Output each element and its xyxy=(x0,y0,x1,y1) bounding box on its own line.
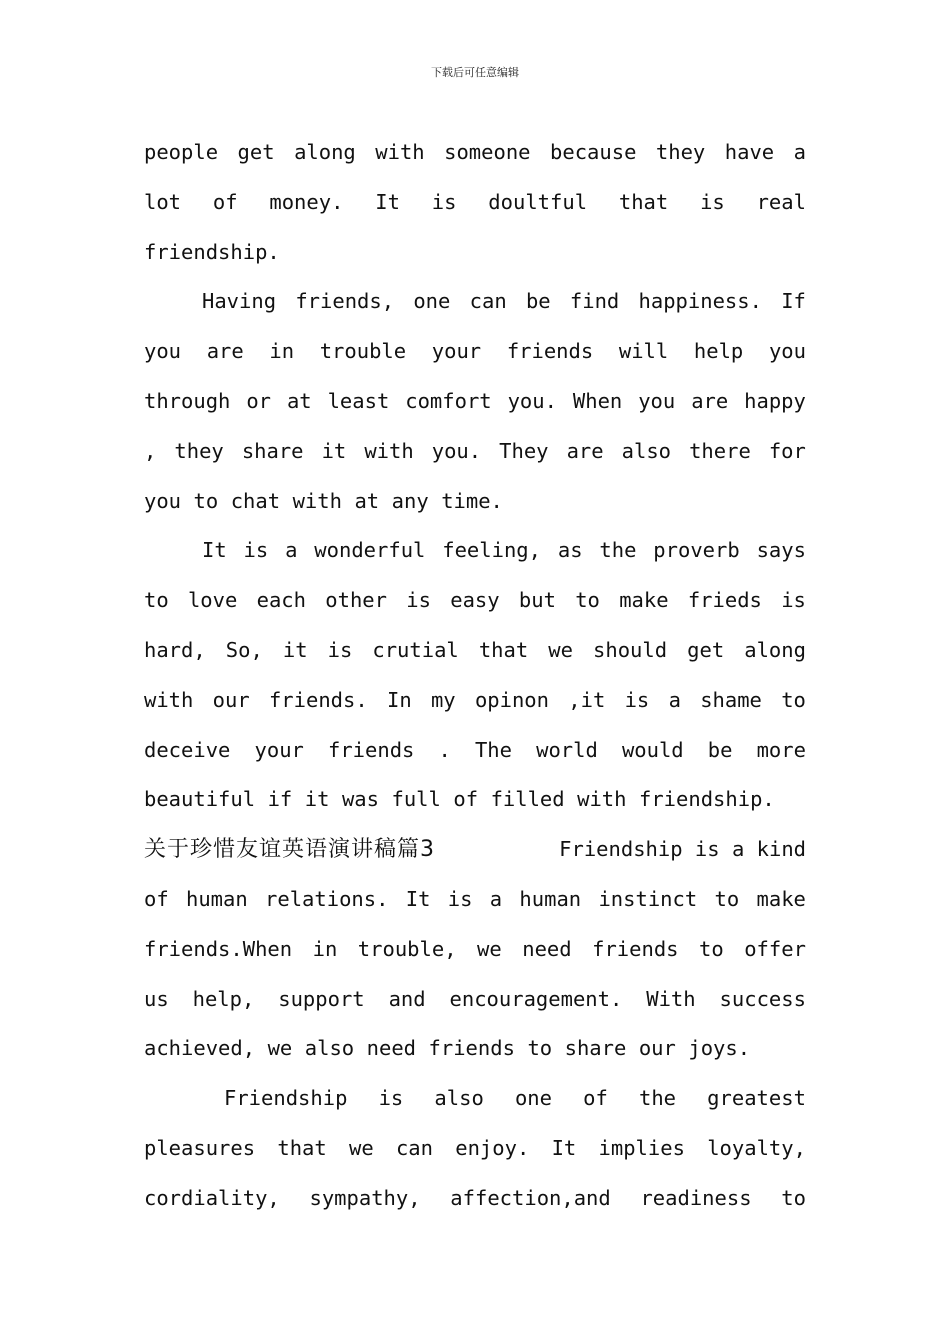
text-line xyxy=(144,1024,806,1074)
text-line xyxy=(144,626,806,676)
word: , xyxy=(144,438,157,463)
word: proverb xyxy=(653,538,740,563)
word: you. xyxy=(507,388,557,413)
word: It xyxy=(551,1135,577,1160)
word: to xyxy=(527,1036,553,1061)
word: need xyxy=(522,936,572,961)
word: we xyxy=(477,936,502,961)
word: easy xyxy=(450,588,500,613)
word: with xyxy=(364,438,414,463)
word: It xyxy=(375,189,400,214)
word: doultful xyxy=(488,189,588,214)
word: are xyxy=(566,438,604,463)
word: was xyxy=(341,787,379,812)
word: your xyxy=(431,339,482,364)
word: if xyxy=(267,787,293,812)
word: implies xyxy=(598,1135,685,1160)
section-heading-continuation: Friendship is a kind xyxy=(559,837,806,862)
word: to xyxy=(699,936,724,961)
text-line xyxy=(144,477,806,527)
word: will xyxy=(618,339,669,364)
word: can xyxy=(469,289,507,314)
text-line xyxy=(144,726,806,776)
word: as xyxy=(557,538,583,563)
word: love xyxy=(187,588,238,613)
word: be xyxy=(707,737,733,762)
word: In xyxy=(387,687,412,712)
text-line xyxy=(144,975,806,1025)
word: also xyxy=(304,1036,355,1061)
word: any xyxy=(391,488,429,513)
word: each xyxy=(256,588,306,613)
word: human xyxy=(519,886,582,911)
word: it xyxy=(321,438,347,463)
text-line xyxy=(144,377,806,427)
word: it xyxy=(304,787,330,812)
word: help, xyxy=(192,986,255,1011)
word: of xyxy=(212,189,238,214)
word: it xyxy=(282,637,308,662)
word: is xyxy=(327,637,353,662)
word: other xyxy=(325,588,387,613)
word: opinon xyxy=(474,687,549,712)
word: for xyxy=(768,438,806,463)
word: Friendship xyxy=(224,1086,348,1111)
word: With xyxy=(646,986,696,1011)
word: is xyxy=(624,687,650,712)
word: enjoy. xyxy=(455,1135,530,1160)
word: happy xyxy=(744,388,806,413)
word: in xyxy=(269,339,295,364)
word: wonderful xyxy=(314,538,426,563)
text-line xyxy=(144,228,806,278)
word: to xyxy=(193,488,219,513)
word: . xyxy=(438,737,451,762)
word: you xyxy=(638,388,676,413)
section-heading: 关于珍惜友谊英语演讲稿篇3 xyxy=(144,837,435,863)
text-line xyxy=(144,526,806,576)
word: filled xyxy=(490,787,565,812)
word: one xyxy=(413,289,451,314)
word: you. xyxy=(431,438,482,463)
word: with xyxy=(292,488,342,513)
word: achieved, xyxy=(144,1036,256,1061)
section-heading-line xyxy=(144,825,806,875)
word: a xyxy=(285,538,298,563)
word: friends xyxy=(506,339,594,364)
word: pleasures xyxy=(144,1135,256,1160)
word: the xyxy=(638,1086,677,1111)
word: of xyxy=(583,1086,608,1111)
word: there xyxy=(689,438,751,463)
word: friends, xyxy=(295,289,395,314)
word: real xyxy=(756,189,806,214)
word: Having xyxy=(202,289,277,314)
word: If xyxy=(781,289,806,314)
word: more xyxy=(756,737,806,762)
word: chat xyxy=(230,488,281,513)
word: help xyxy=(693,339,744,364)
text-line xyxy=(144,128,806,178)
word: that xyxy=(277,1135,327,1160)
text-line xyxy=(144,875,806,925)
word: deceive xyxy=(144,737,231,762)
word: affection,and xyxy=(450,1185,611,1210)
page-header: 下载后可任意编辑 xyxy=(431,66,519,79)
word: ,it xyxy=(568,687,606,712)
text-line xyxy=(144,427,806,477)
word: your xyxy=(254,737,304,762)
word: So, xyxy=(225,637,263,662)
word: human xyxy=(186,886,248,911)
word: instinct xyxy=(598,886,698,911)
word: also xyxy=(621,438,672,463)
word: along xyxy=(294,140,356,164)
word: friendship. xyxy=(639,787,775,812)
word: people xyxy=(144,140,219,164)
word: a xyxy=(489,886,503,911)
word: They xyxy=(499,438,549,463)
word: or xyxy=(246,388,272,413)
word: we xyxy=(267,1036,293,1061)
word: that xyxy=(618,189,669,214)
word: you xyxy=(144,339,182,364)
word: It xyxy=(202,538,227,563)
word: with xyxy=(375,140,425,164)
word: greatest xyxy=(707,1086,806,1111)
word: joys. xyxy=(688,1036,751,1061)
word: is xyxy=(781,588,806,613)
word: to xyxy=(781,1185,806,1210)
word: get xyxy=(237,140,275,164)
word: success xyxy=(719,986,806,1011)
word: they xyxy=(655,140,706,164)
text-line xyxy=(144,676,806,726)
word: encouragement. xyxy=(449,986,623,1011)
word: support xyxy=(278,986,365,1011)
word: friendship. xyxy=(144,239,280,264)
word: least xyxy=(327,388,390,413)
text-line xyxy=(144,576,806,626)
word: to xyxy=(781,687,806,712)
word: a xyxy=(793,140,806,164)
word: with xyxy=(577,787,627,812)
text-line xyxy=(144,277,806,327)
word: cordiality, xyxy=(144,1185,280,1210)
word: readiness xyxy=(640,1185,752,1210)
word: get xyxy=(687,637,725,662)
word: says xyxy=(756,538,806,563)
word: world xyxy=(536,737,598,762)
word: hard, xyxy=(144,637,206,662)
word: but xyxy=(518,588,556,613)
word: friends.When xyxy=(144,936,293,961)
word: comfort xyxy=(405,388,492,413)
word: because xyxy=(550,140,637,164)
word: of xyxy=(453,787,479,812)
word: we xyxy=(548,637,573,662)
word: that xyxy=(478,637,529,662)
word: you xyxy=(144,488,182,513)
word: the xyxy=(599,538,637,563)
word: to xyxy=(575,588,600,613)
word: also xyxy=(434,1086,484,1111)
word: crutial xyxy=(372,637,459,662)
word: be xyxy=(525,289,551,314)
word: we xyxy=(349,1135,374,1160)
word: is xyxy=(243,538,269,563)
word: are xyxy=(691,388,729,413)
word: friends. xyxy=(268,687,368,712)
word: share xyxy=(564,1036,627,1061)
word: happiness. xyxy=(638,289,762,314)
word: in xyxy=(312,936,338,961)
text-line xyxy=(144,1174,806,1224)
word: relations. xyxy=(265,886,389,911)
word: trouble, xyxy=(357,936,457,961)
word: make xyxy=(619,588,669,613)
word: time. xyxy=(441,488,503,513)
word: money. xyxy=(269,189,344,214)
word: offer xyxy=(744,936,806,961)
text-line xyxy=(144,775,806,825)
word: our xyxy=(212,687,250,712)
word: is xyxy=(406,588,431,613)
word: one xyxy=(514,1086,552,1111)
word: they xyxy=(174,438,224,463)
word: of xyxy=(144,886,169,911)
word: to xyxy=(714,886,740,911)
word: It xyxy=(405,886,431,911)
word: and xyxy=(388,986,426,1011)
word: When xyxy=(572,388,623,413)
word: lot xyxy=(144,189,182,214)
word: The xyxy=(474,737,512,762)
word: sympathy, xyxy=(309,1185,421,1210)
word: beautiful xyxy=(144,787,256,812)
word: find xyxy=(569,289,620,314)
word: is xyxy=(700,189,725,214)
word: friends xyxy=(428,1036,515,1061)
word: friends xyxy=(592,936,679,961)
word: along xyxy=(744,637,806,662)
word: a xyxy=(668,687,681,712)
text-line xyxy=(144,1074,806,1124)
document-body xyxy=(144,128,806,1224)
word: friends xyxy=(328,737,415,762)
word: share xyxy=(241,438,304,463)
text-line xyxy=(144,925,806,975)
word: at xyxy=(354,488,380,513)
word: full xyxy=(391,787,441,812)
word: shame xyxy=(700,687,762,712)
word: our xyxy=(638,1036,676,1061)
word: frieds xyxy=(687,588,762,613)
word: is xyxy=(431,189,457,214)
word: you xyxy=(768,339,806,364)
word: is xyxy=(378,1086,404,1111)
text-line xyxy=(144,327,806,377)
word: loyalty, xyxy=(707,1135,806,1160)
word: are xyxy=(206,339,244,364)
word: trouble xyxy=(319,339,407,364)
word: my xyxy=(430,687,456,712)
word: at xyxy=(286,388,312,413)
text-line xyxy=(144,178,806,228)
word: feeling, xyxy=(442,538,541,563)
word: with xyxy=(144,687,194,712)
word: can xyxy=(395,1135,433,1160)
word: should xyxy=(593,637,668,662)
text-line xyxy=(144,1124,806,1174)
word: need xyxy=(366,1036,417,1061)
word: have xyxy=(724,140,775,164)
word: make xyxy=(756,886,806,911)
word: someone xyxy=(444,140,531,164)
word: is xyxy=(447,886,473,911)
word: to xyxy=(144,588,169,613)
word: would xyxy=(621,737,684,762)
word: through xyxy=(144,388,231,413)
word: us xyxy=(144,986,169,1011)
